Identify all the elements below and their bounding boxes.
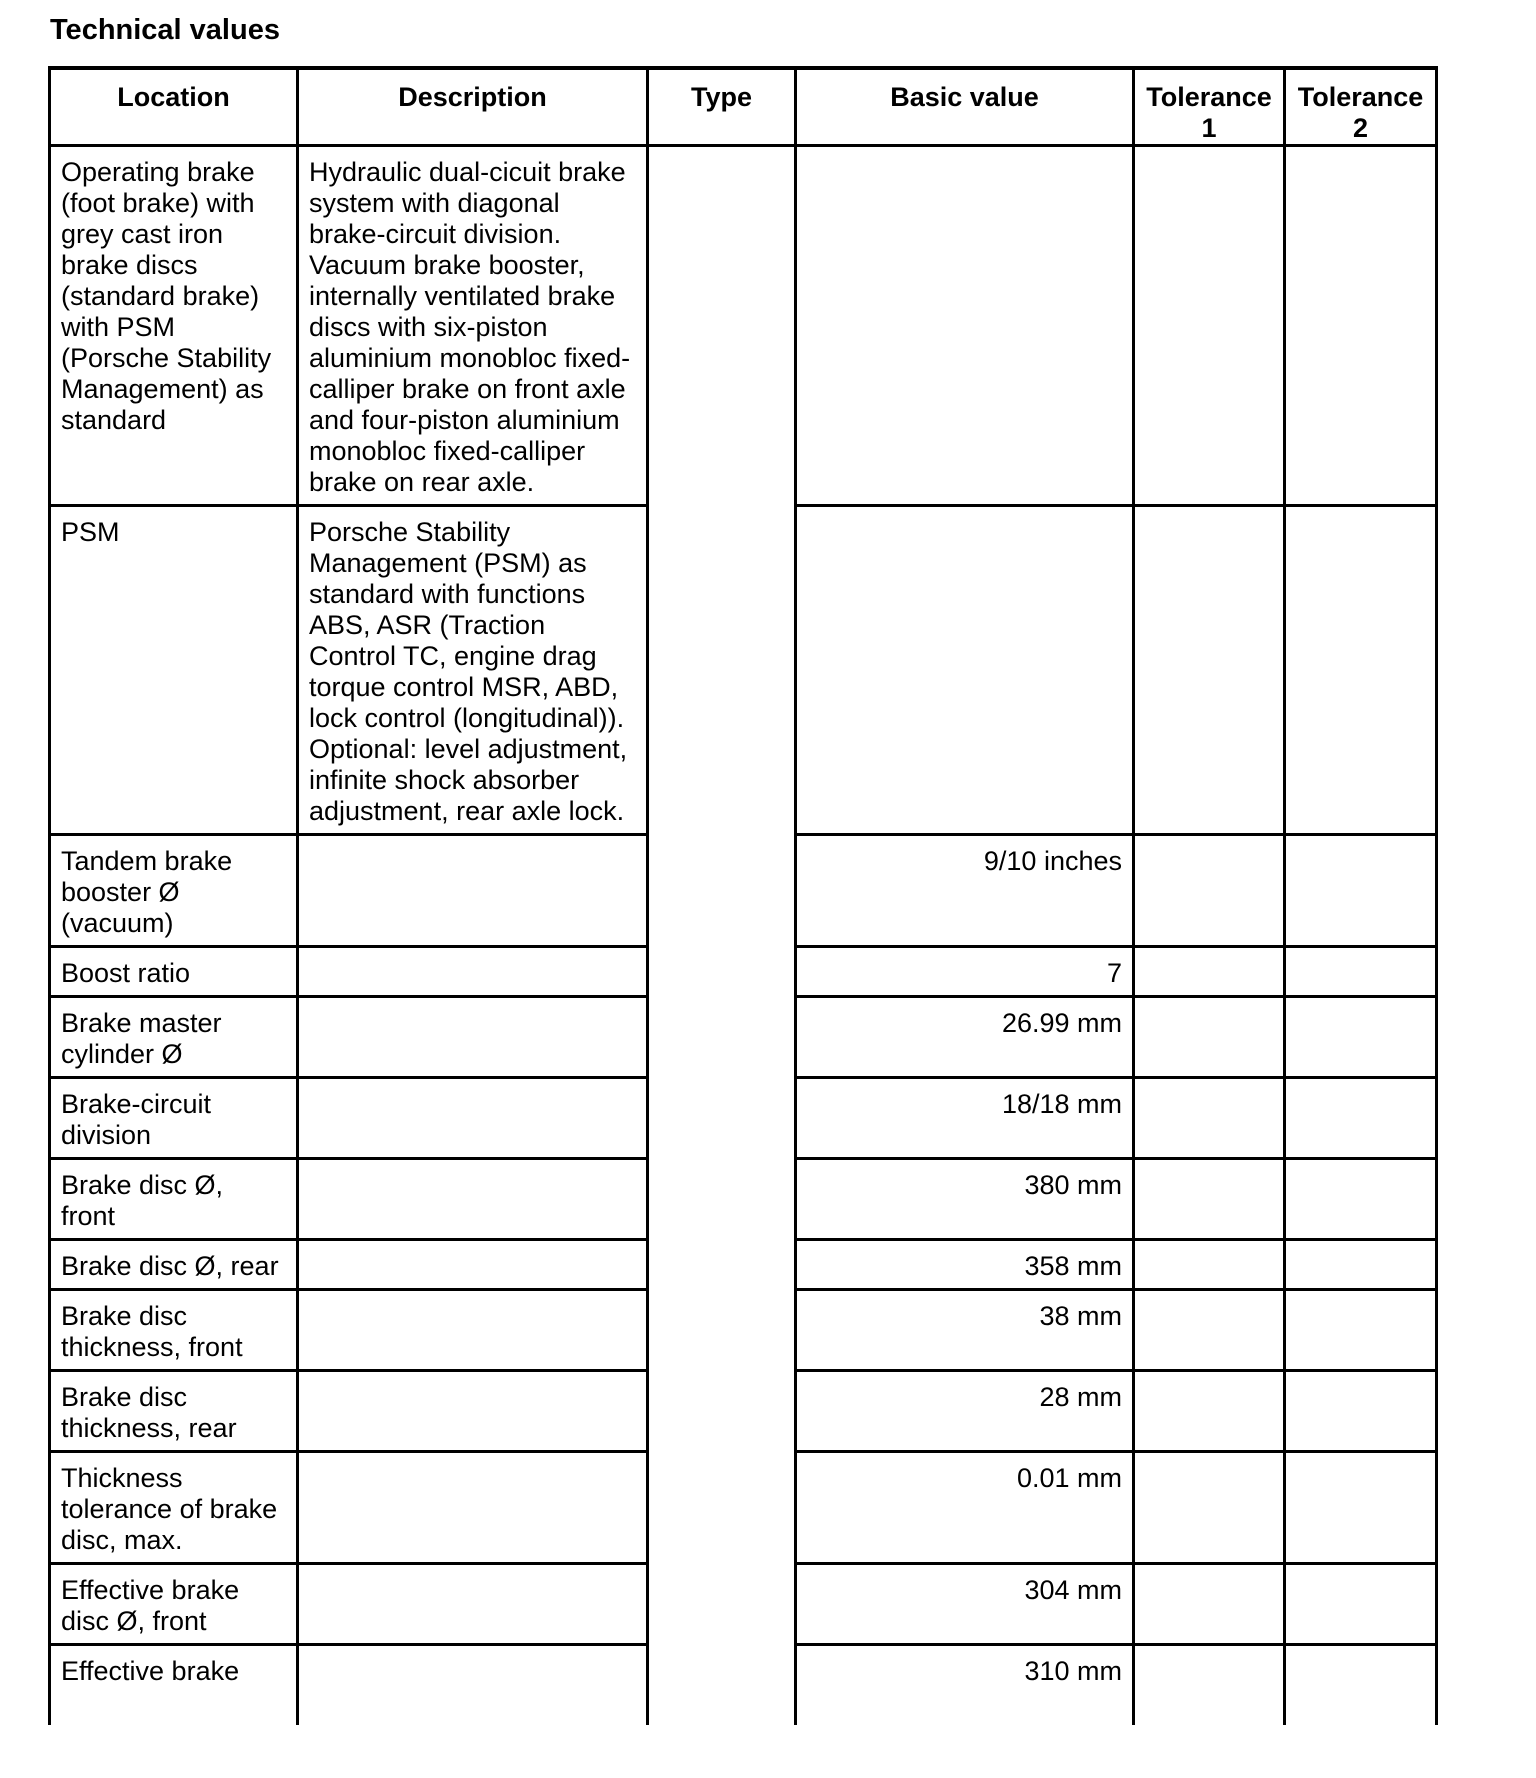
cell-location: Brake-circuit division [50,1078,298,1159]
cell-description [298,1078,648,1159]
table-header-row [50,68,1437,146]
cell-basic-value [796,146,1134,506]
cell-tolerance-1 [1134,1645,1285,1725]
cell-basic-value: 310 mm [796,1645,1134,1725]
header-description: Description [298,68,648,146]
header-type: Type [648,68,796,146]
cell-basic-value: 26.99 mm [796,997,1134,1078]
cell-location: Brake disc thickness, rear [50,1371,298,1452]
cell-type [648,146,796,506]
cell-location: Brake disc Ø, front [50,1159,298,1240]
cell-tolerance-1 [1134,146,1285,506]
table-row [50,1159,1437,1240]
cell-description [298,997,648,1078]
cell-tolerance-1 [1134,1564,1285,1645]
cell-tolerance-2 [1285,1452,1437,1564]
header-basic-value: Basic value [796,68,1134,146]
cell-tolerance-1 [1134,947,1285,997]
cell-basic-value: 9/10 inches [796,835,1134,947]
table-row [50,506,1437,835]
cell-description [298,1240,648,1290]
cell-location: Operating brake (foot brake) with grey cast iron brake discs (standard brake) with PSM (Porsche Stability Management) as standard [50,146,298,506]
cell-type [648,1371,796,1452]
cell-tolerance-2 [1285,506,1437,835]
cell-type [648,835,796,947]
table-row [50,997,1437,1078]
cell-type [648,1078,796,1159]
cell-tolerance-2 [1285,1645,1437,1725]
cell-tolerance-1 [1134,1371,1285,1452]
table-row [50,1452,1437,1564]
cell-description [298,1290,648,1371]
cell-basic-value: 7 [796,947,1134,997]
table-row [50,146,1437,506]
cell-location: Boost ratio [50,947,298,997]
cell-basic-value: 38 mm [796,1290,1134,1371]
cell-tolerance-1 [1134,997,1285,1078]
cell-tolerance-1 [1134,835,1285,947]
cell-tolerance-2 [1285,1159,1437,1240]
cell-tolerance-1 [1134,1290,1285,1371]
cell-description [298,1645,648,1725]
cell-tolerance-2 [1285,1078,1437,1159]
cell-basic-value: 0.01 mm [796,1452,1134,1564]
table-row [50,947,1437,997]
table-row [50,835,1437,947]
cell-location: Brake disc Ø, rear [50,1240,298,1290]
cell-type [648,1159,796,1240]
cell-basic-value [796,506,1134,835]
cell-tolerance-2 [1285,1371,1437,1452]
cell-location: Brake master cylinder Ø [50,997,298,1078]
table-row [50,1564,1437,1645]
table-row [50,1371,1437,1452]
cell-tolerance-2 [1285,835,1437,947]
cell-tolerance-2 [1285,1240,1437,1290]
cell-type [648,1290,796,1371]
table-row [50,1645,1437,1725]
cell-type [648,506,796,835]
technical-values-table [48,66,1438,1725]
cell-description [298,1159,648,1240]
table-row [50,1290,1437,1371]
cell-tolerance-2 [1285,997,1437,1078]
cell-description: Hydraulic dual-cicuit brake system with diagonal brake-circuit division. Vacuum brake booster, internally ventilated brake discs with six-piston aluminium monobloc fixed- calliper brake on front axle and four-piston aluminium monobloc fixed-calliper brake on rear axle. [298,146,648,506]
cell-tolerance-1 [1134,1240,1285,1290]
cell-description [298,1371,648,1452]
page-title: Technical values [50,14,280,46]
cell-basic-value: 358 mm [796,1240,1134,1290]
cell-tolerance-1 [1134,506,1285,835]
cell-location: Thickness tolerance of brake disc, max. [50,1452,298,1564]
cell-tolerance-1 [1134,1159,1285,1240]
cell-location: Brake disc thickness, front [50,1290,298,1371]
cell-description [298,835,648,947]
cell-description [298,1452,648,1564]
cell-description [298,947,648,997]
header-location: Location [50,68,298,146]
cell-type [648,1645,796,1725]
cell-basic-value: 28 mm [796,1371,1134,1452]
cell-description: Porsche Stability Management (PSM) as standard with functions ABS, ASR (Traction Control TC, engine drag torque control MSR, ABD, lock control (longitudinal)). Optional: level adjustment, infinite shock absorber adjustment, rear axle lock. [298,506,648,835]
table-row [50,1240,1437,1290]
cell-type [648,1452,796,1564]
cell-location: PSM [50,506,298,835]
cell-type [648,947,796,997]
cell-tolerance-1 [1134,1078,1285,1159]
cell-basic-value: 304 mm [796,1564,1134,1645]
header-tolerance-2: Tolerance 2 [1285,68,1437,146]
cell-description [298,1564,648,1645]
cell-type [648,1240,796,1290]
table-row [50,1078,1437,1159]
cell-tolerance-2 [1285,1564,1437,1645]
cell-basic-value: 380 mm [796,1159,1134,1240]
cell-basic-value: 18/18 mm [796,1078,1134,1159]
cell-location: Effective brake disc Ø, front [50,1564,298,1645]
cell-tolerance-2 [1285,947,1437,997]
cell-type [648,1564,796,1645]
cell-tolerance-1 [1134,1452,1285,1564]
cell-location: Tandem brake booster Ø (vacuum) [50,835,298,947]
header-tolerance-1: Tolerance 1 [1134,68,1285,146]
cell-type [648,997,796,1078]
cell-tolerance-2 [1285,1290,1437,1371]
cell-location: Effective brake [50,1645,298,1725]
cell-tolerance-2 [1285,146,1437,506]
